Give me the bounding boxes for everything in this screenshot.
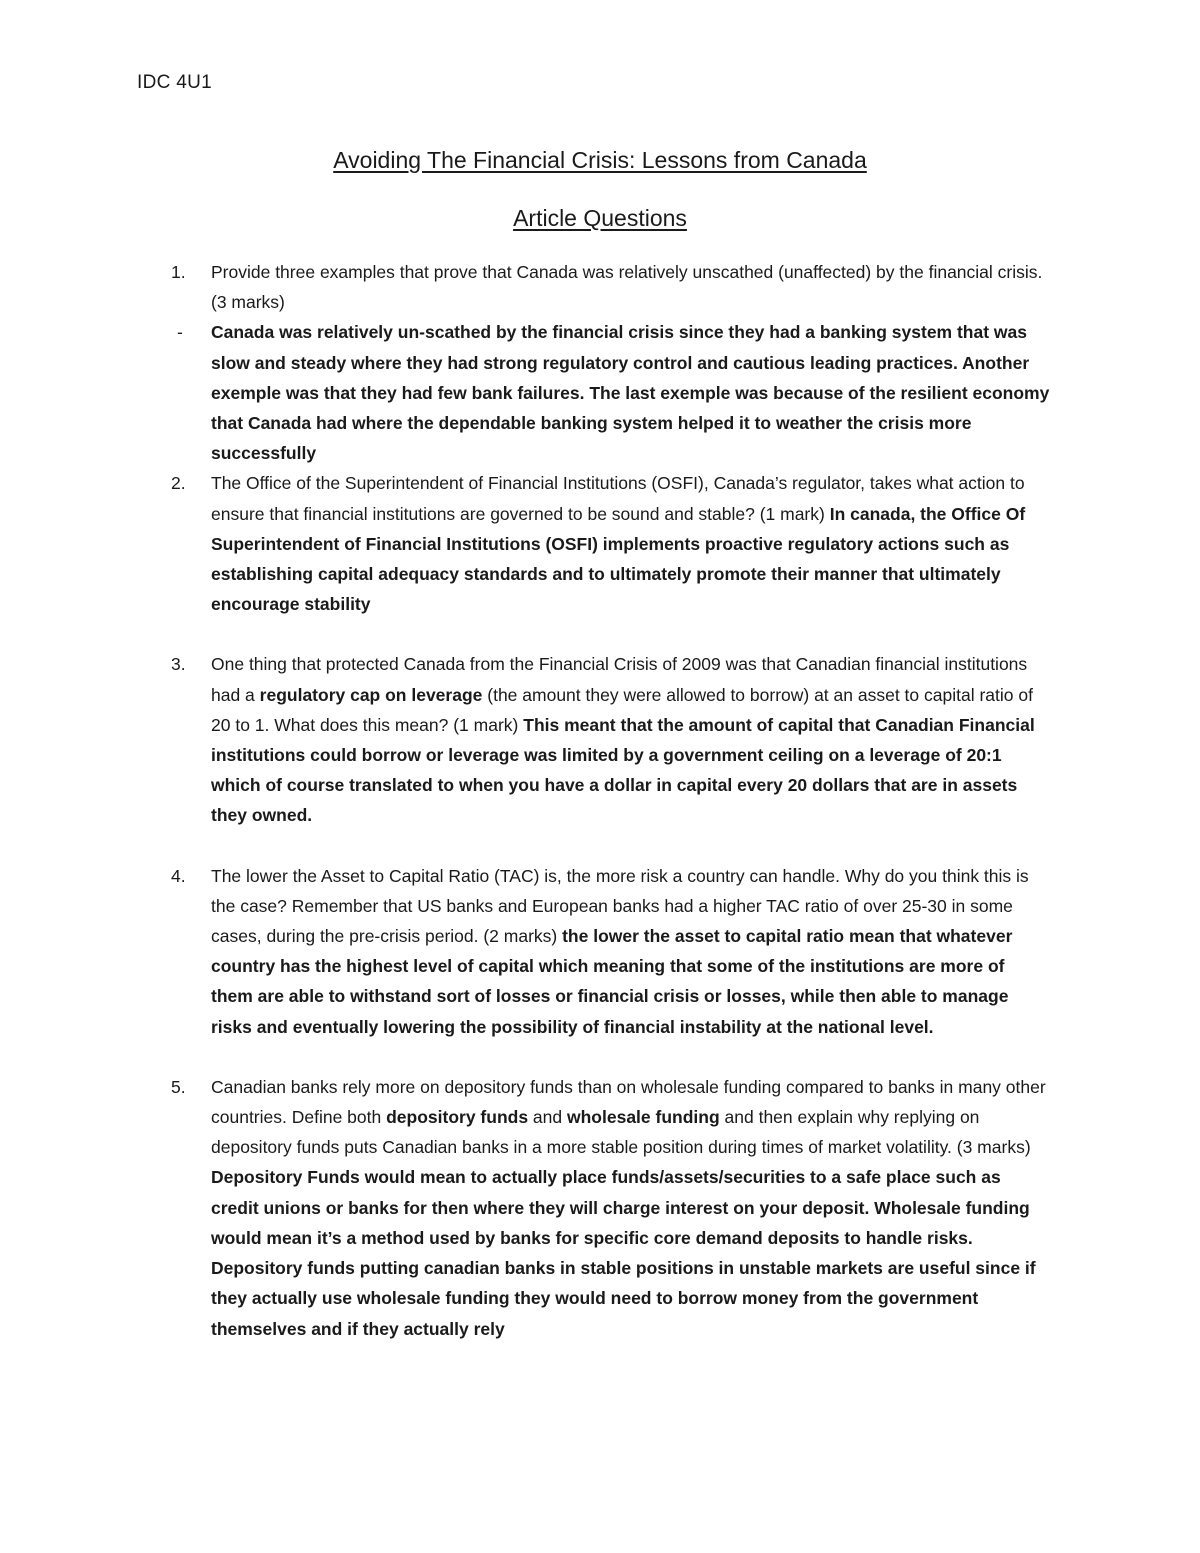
question-text-start: One thing that protected Canada from the Financial Crisis of 2009 was that Canadian financial institutions had a: [211, 654, 1028, 705]
spacer: [171, 831, 1051, 861]
course-code-header: IDC 4U1: [137, 72, 212, 93]
question-text-mid: and: [528, 1107, 567, 1128]
question-key-term: depository funds: [386, 1107, 529, 1128]
question-5: [171, 1072, 1051, 1344]
question-number: 3.: [171, 654, 186, 675]
question-key-term: regulatory cap on leverage: [259, 684, 483, 705]
question-text: The Office of the Superintendent of Financial Institutions (OSFI), Canada’s regulator, takes what action to ensure that financial institutions are governed to be sound and stable? (1 mark): [211, 473, 1025, 524]
answer-text: In canada, the Office Of Superintendent of Financial Institutions (OSFI) implements proactive regulatory actions such as establishing capital adequacy standards and to ultimately promote their manner that ultimately encourage stability: [211, 503, 1026, 615]
answer-text: This meant that the amount of capital that Canadian Financial institutions could borrow or leverage was limited by a government ceiling on a leverage of 20:1 which of course translated to when you have a dollar in capital every 20 dollars that are in assets they owned.: [211, 714, 1035, 826]
question-number: 2.: [171, 473, 186, 494]
question-text-start: Canadian banks rely more on depository funds than on wholesale funding compared to banks in many other countries. Define both: [211, 1076, 1046, 1128]
question-1: [171, 257, 1051, 317]
question-text-end: and then explain why replying on depository funds puts Canadian banks in a more stable position during times of market volatility. (3 marks): [211, 1107, 1031, 1158]
question-2: [171, 468, 1051, 619]
question-text-end: (the amount they were allowed to borrow) at an asset to capital ratio of 20 to 1. What does this mean? (1 mark): [211, 684, 1033, 735]
question-3: [171, 649, 1051, 830]
answer-bullet: -: [177, 322, 183, 343]
question-4: [171, 861, 1051, 1042]
answer-text: the lower the asset to capital ratio mean that whatever country has the highest level of capital which meaning that some of the institutions are more of them are able to withstand sort of losses or financial crisis or losses, while then able to manage risks and eventually lowering the possibility of financial instability at the national level.: [211, 926, 1013, 1037]
question-text: The lower the Asset to Capital Ratio (TAC) is, the more risk a country can handle. Why do you think this is the case? Remember that US banks and European banks had a higher TAC ratio of over 25-30 in some cases, during the pre-crisis period. (2 marks): [211, 865, 1029, 947]
document-title: Avoiding The Financial Crisis: Lessons from Canada: [333, 147, 867, 173]
question-text: Provide three examples that prove that Canada was relatively unscathed (unaffected) by the financial crisis. (3 marks): [211, 262, 1043, 313]
answer-1: [171, 317, 1051, 468]
question-number: 4.: [171, 865, 186, 886]
questions-list: [171, 257, 1051, 1344]
answer-text: Depository Funds would mean to actually place funds/assets/securities to a safe place such as credit unions or banks for then where they will charge interest on your deposit. Wholesale funding would mean it’s a method used by banks for specific core demand deposits to handle risks. Depository funds putting canadian banks in stable positions in unstable markets are useful since if they actually use wholesale funding they would need to borrow money from the government themselves and if they actually rely: [211, 1167, 1036, 1339]
question-number: 1.: [171, 262, 186, 282]
document-subtitle: Article Questions: [513, 205, 687, 231]
spacer: [171, 1042, 1051, 1072]
question-key-term: wholesale funding: [567, 1107, 720, 1128]
question-number: 5.: [171, 1076, 186, 1097]
spacer: [171, 619, 1051, 649]
answer-text: Canada was relatively un-scathed by the financial crisis since they had a banking system that was slow and steady where they had strong regulatory control and cautious leading practices. Another exemple was that they had few bank failures. The last exemple was because of the resilient economy that Canada had where the dependable banking system helped it to weather the crisis more successfully: [211, 322, 1050, 464]
